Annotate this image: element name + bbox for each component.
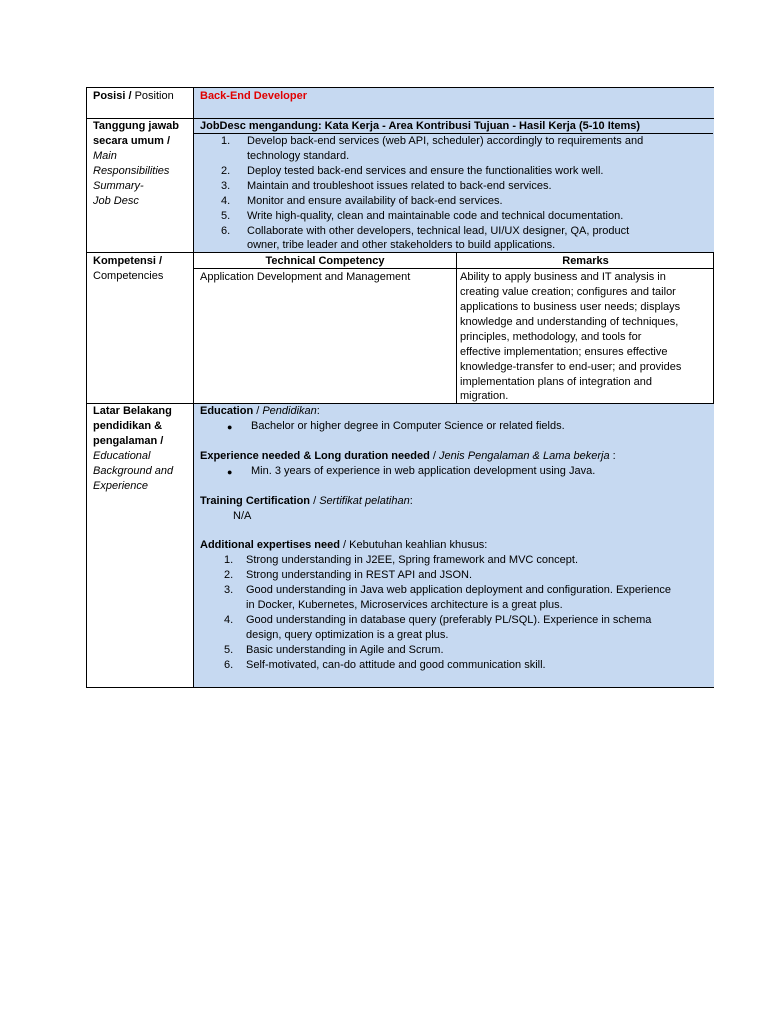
position-value: Back-End Developer bbox=[200, 90, 307, 102]
education-heading: Education / Pendidikan: bbox=[200, 405, 320, 417]
job-description-table: Posisi / Position Back-End Developer Tanggung jawab secara umum / Main Responsibilities Summary- Job Desc JobDesc mengandung: Kata Kerja - Area Kontribusi Tujuan - Hasil Kerja (5-10 Items) 1. Develop back-end services (web API, scheduler) accordingly to requirements and technology standard. 2. Deploy tested back-end services and ensure the functionalities work well. 3. Maintain and troubleshoot issues related to back-end services. 4. Monitor and ensure availability of back-end services. 5. Write high-quality, clean and maintainable code and technical documentation. 6. Collaborate with other developers, technical lead, UI/UX designer, QA, product owner, tribe leader and other stakeholders to build applications. Kompetensi / Competencies Technical Competency Remarks Application Development and Management Ability to apply business and IT analysis in creating value creation; configures and tailor applications to business user needs; displays knowledge and understanding of techniques, principles, methodology, and tools for effective implementation; ensures effective knowledge-transfer to end-user; and provides implementation plans of integration and migration. Latar Belakang pendidikan & pengalaman / Educational Background and Experience Education / Pendidikan: ● Bachelor or higher degree in Computer Science or related fields. Experience needed & Long duration needed / Jenis Pengalaman & Lama bekerja : ● Min. 3 years of experience in web application development using Java. Training Certification / Sertifikat pelatihan: N/A Additional expertises need / Kebutuhan keahlian khusus: 1. Strong understanding in J2EE, Spring framework and MVC concept. 2. Strong understanding in REST API and JSON. 3. Good understanding in Java web application deployment and configuration. Experience in Docker, Kubernetes, Microservices architecture is a great plus. 4. Good understanding in database query (preferably PL/SQL). Experience in schema design, query optimization is a great plus. 5. Basic understanding in Agile and Scrum. 6. Self-motivated, can-do attitude and good communication skill. bbox=[86, 87, 714, 688]
list-item: Self-motivated, can-do attitude and good communication skill. bbox=[246, 659, 546, 671]
remarks-header: Remarks bbox=[562, 255, 609, 267]
list-item: Develop back-end services (web API, scheduler) accordingly to requirements and bbox=[247, 135, 644, 147]
list-item: Strong understanding in REST API and JSON. bbox=[246, 569, 473, 581]
experience-item: Min. 3 years of experience in web application development using Java. bbox=[251, 465, 596, 477]
list-item: Deploy tested back-end services and ensure the functionalities work well. bbox=[247, 165, 604, 177]
training-heading: Training Certification / Sertifikat pelatihan: bbox=[200, 495, 413, 507]
bullet-icon: ● bbox=[227, 467, 233, 477]
education-item: Bachelor or higher degree in Computer Science or related fields. bbox=[251, 420, 565, 432]
technical-competency-header: Technical Competency bbox=[265, 255, 385, 267]
list-item: Good understanding in database query (preferably PL/SQL). Experience in schema bbox=[246, 614, 652, 626]
position-label: Posisi / Position bbox=[93, 90, 174, 102]
additional-heading: Additional expertises need / Kebutuhan keahlian khusus: bbox=[200, 539, 488, 551]
label-column-divider bbox=[193, 88, 194, 687]
list-item: Monitor and ensure availability of back-end services. bbox=[247, 195, 503, 207]
bullet-icon: ● bbox=[227, 422, 233, 432]
list-item: Strong understanding in J2EE, Spring framework and MVC concept. bbox=[246, 554, 579, 566]
training-value: N/A bbox=[233, 510, 252, 522]
list-item: Basic understanding in Agile and Scrum. bbox=[246, 644, 444, 656]
list-item: Maintain and troubleshoot issues related to back-end services. bbox=[247, 180, 552, 192]
list-item: Collaborate with other developers, technical lead, UI/UX designer, QA, product bbox=[247, 225, 630, 237]
list-item: Good understanding in Java web application deployment and configuration. Experience bbox=[246, 584, 672, 596]
row-divider bbox=[87, 403, 713, 404]
technical-competency-value: Application Development and Management bbox=[200, 271, 411, 283]
responsibilities-header: JobDesc mengandung: Kata Kerja - Area Kontribusi Tujuan - Hasil Kerja (5-10 Items) bbox=[200, 120, 641, 132]
list-item: Write high-quality, clean and maintainable code and technical documentation. bbox=[247, 210, 624, 222]
experience-heading: Experience needed & Long duration needed / Jenis Pengalaman & Lama bekerja : bbox=[200, 450, 616, 462]
competency-column-divider bbox=[456, 253, 457, 403]
